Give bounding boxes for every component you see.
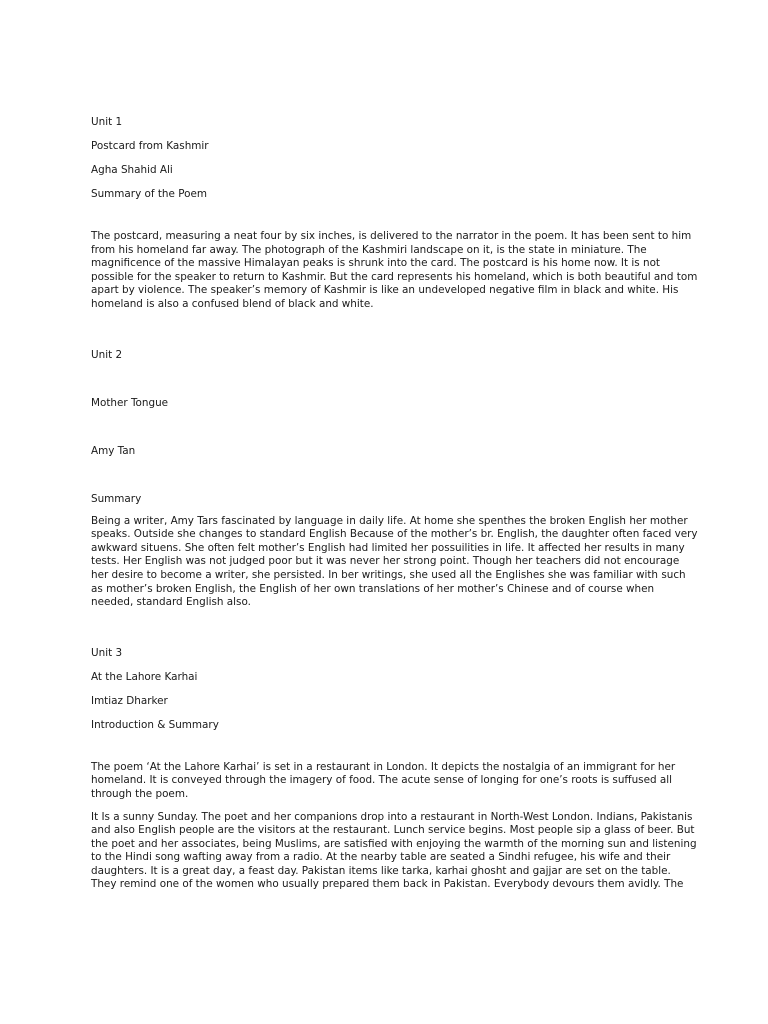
paragraph-line: It Is a sunny Sunday. The poet and her companions drop into a restaurant in North-West London. Indians, Pakistanis — [91, 810, 693, 823]
paragraph-line: They remind one of the women who usually prepared them back in Pakistan. Everybody devours them avidly. The — [91, 878, 684, 891]
document-body — [91, 115, 711, 892]
section-heading: Introduction & Summary — [91, 718, 219, 731]
summary-paragraph — [91, 515, 711, 610]
paragraph-line: tests. Her English was not judged poor but it was never her strong point. Though her teachers did not encourage — [91, 555, 680, 568]
paragraph-line: speaks. Outside she changes to standard English Because of the mother’s br. English, the daughter often faced very — [91, 528, 698, 541]
paragraph-line: awkward situens. She often felt mother’s English had limited her possuilities in life. It affected her results in many — [91, 541, 685, 554]
paragraph-line: from his homeland far away. The photograph of the Kashmiri landscape on it, is the state in miniature. The — [91, 243, 647, 256]
paragraph-line: The postcard, measuring a neat four by six inches, is delivered to the narrator in the poem. It has been sent to him — [91, 230, 692, 242]
section-heading: Summary of the Poem — [91, 188, 207, 200]
unit-label: Unit 1 — [91, 116, 123, 128]
paragraph-line: her desire to become a writer, she persisted. In ber writings, she used all the Englishes she was familiar with such — [91, 568, 686, 581]
unit-author: Agha Shahid Ali — [91, 164, 173, 176]
summary-paragraph — [91, 811, 711, 893]
summary-paragraph — [91, 230, 711, 312]
unit-title: Postcard from Kashmir — [91, 140, 209, 152]
paragraph-line: possible for the speaker to return to Kashmir. But the card represents his homeland, which is both beautiful and tom — [91, 270, 698, 283]
unit-label: Unit 2 — [91, 348, 123, 361]
paragraph-line: The poem ‘At the Lahore Karhai’ is set in a restaurant in London. It depicts the nostalgia of an immigrant for her — [91, 760, 676, 773]
paragraph-line: the poet and her associates, being Muslims, are satisfied with enjoying the warmth of the morning sun and listening — [91, 837, 697, 850]
paragraph-line: apart by violence. The speaker’s memory of Kashmir is like an undeveloped negative film in black and white. His — [91, 284, 679, 297]
paragraph-line: homeland is also a confused blend of black and white. — [91, 297, 374, 310]
unit-2-section — [91, 348, 711, 610]
unit-author: Amy Tan — [91, 444, 136, 457]
paragraph-line: needed, standard English also. — [91, 596, 251, 609]
unit-author: Imtiaz Dharker — [91, 694, 168, 707]
paragraph-line: as mother’s broken English, the English of her own translations of her mother’s Chinese and of course when — [91, 582, 655, 595]
paragraph-line: magnificence of the massive Himalayan peaks is shrunk into the card. The postcard is his home now. It is not — [91, 257, 660, 270]
paragraph-line: to the Hindi song wafting away from a radio. At the nearby table are seated a Sindhi refugee, his wife and their — [91, 851, 671, 864]
unit-title: At the Lahore Karhai — [91, 670, 198, 683]
paragraph-line: daughters. It is a great day, a feast day. Pakistan items like tarka, karhai ghosht and gajjar are set on the table. — [91, 864, 671, 877]
paragraph-line: through the poem. — [91, 787, 189, 800]
intro-paragraph — [91, 761, 711, 802]
paragraph-line: homeland. It is conveyed through the imagery of food. The acute sense of longing for one’s roots is suffused all — [91, 774, 673, 787]
unit-1-section — [91, 115, 711, 312]
unit-3-section — [91, 646, 711, 892]
section-heading: Summary — [91, 492, 142, 505]
paragraph-line: and also English people are the visitors at the restaurant. Lunch service begins. Most people sip a glass of beer. But — [91, 824, 695, 837]
unit-title: Mother Tongue — [91, 396, 169, 409]
unit-label: Unit 3 — [91, 646, 123, 659]
paragraph-line: Being a writer, Amy Tars fascinated by language in daily life. At home she spenthes the broken English her mother — [91, 514, 688, 527]
